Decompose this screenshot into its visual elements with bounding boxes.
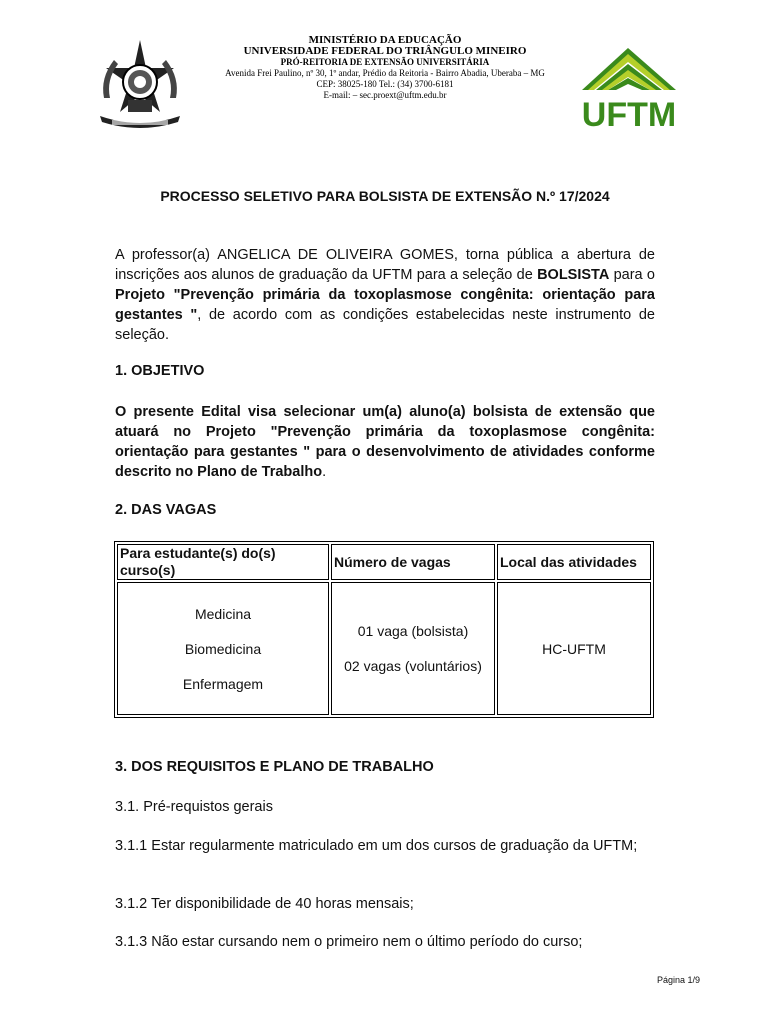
requirement-item: 3.1.2 Ter disponibilidade de 40 horas mensais;: [115, 896, 414, 912]
objetivo-bold-text: O presente Edital visa selecionar um(a) aluno(a) bolsista de extensão que atuará no Projeto "Prevenção primária da toxoplasmose congênita: orientação para gestantes " para o desenvolvimento de atividades conforme descrito no Plano de Trabalho: [115, 404, 655, 480]
section-objetivo-text: [115, 402, 655, 482]
section-requisitos-heading: 3. DOS REQUISITOS E PLANO DE TRABALHO: [115, 759, 434, 775]
uftm-logo: [578, 46, 680, 128]
vaga-item: 01 vaga (bolsista): [357, 623, 469, 639]
intro-paragraph: [115, 245, 655, 345]
university-name: UNIVERSIDADE FEDERAL DO TRIÂNGULO MINEIRO: [243, 45, 527, 57]
intro-text-3: , de acordo com as condições estabelecidas neste instrumento de seleção.: [115, 307, 655, 343]
curso-item: Enfermagem: [182, 675, 264, 692]
email-line: E-mail: – sec.proext@uftm.edu.br: [323, 90, 447, 100]
logo-text: UFTM: [581, 96, 677, 128]
intro-text-1: A professor(a) ANGELICA DE OLIVEIRA GOMES, torna pública a abertura de inscrições aos alunos de graduação da UFTM para a seleção de: [115, 247, 655, 283]
address-line: Avenida Frei Paulino, nº 30, 1º andar, Prédio da Reitoria - Bairro Abadia, Uberaba – MG: [225, 68, 545, 78]
page-number: Página 1/9: [656, 975, 700, 985]
local-cell: HC-UFTM: [497, 582, 651, 715]
curso-item: Biomedicina: [184, 640, 262, 657]
vaga-item: 02 vagas (voluntários): [344, 658, 482, 674]
table-header-row: [117, 544, 651, 580]
vagas-cell: [331, 582, 495, 715]
cursos-cell: [117, 582, 329, 715]
document-title: PROCESSO SELETIVO PARA BOLSISTA DE EXTENSÃO N.º 17/2024: [160, 188, 610, 204]
header-cell-vagas: Número de vagas: [331, 544, 495, 580]
cep-line: CEP: 38025-180 Tel.: (34) 3700-6181: [316, 79, 454, 89]
intro-text-2: para o: [609, 267, 655, 283]
project-name: Projeto "Prevenção primária da toxoplasmose congênita: orientação para gestantes ": [115, 287, 655, 323]
vagas-table: [114, 541, 654, 718]
header-cell-cursos: Para estudante(s) do(s) curso(s): [117, 544, 329, 580]
bolsista-text: BOLSISTA: [537, 267, 610, 283]
ministry-name: MINISTÉRIO DA EDUCAÇÃO: [308, 34, 462, 46]
section-objetivo-heading: 1. OBJETIVO: [115, 363, 205, 379]
requirement-item: 3.1.3 Não estar cursando nem o primeiro nem o último período do curso;: [115, 934, 583, 950]
header-cell-local: Local das atividades: [497, 544, 651, 580]
objetivo-period: .: [322, 464, 327, 480]
requirement-item: 3.1.1 Estar regularmente matriculado em um dos cursos de graduação da UFTM;: [115, 838, 638, 854]
prerequisites-subheading: 3.1. Pré-requistos gerais: [115, 799, 273, 815]
table-row: [117, 582, 651, 715]
brazil-coat-of-arms-icon: [94, 38, 186, 130]
letterhead: [190, 35, 580, 101]
section-vagas-heading: 2. DAS VAGAS: [115, 502, 217, 518]
curso-item: Medicina: [194, 605, 252, 622]
department-name: PRÓ-REITORIA DE EXTENSÃO UNIVERSITÁRIA: [280, 57, 490, 67]
